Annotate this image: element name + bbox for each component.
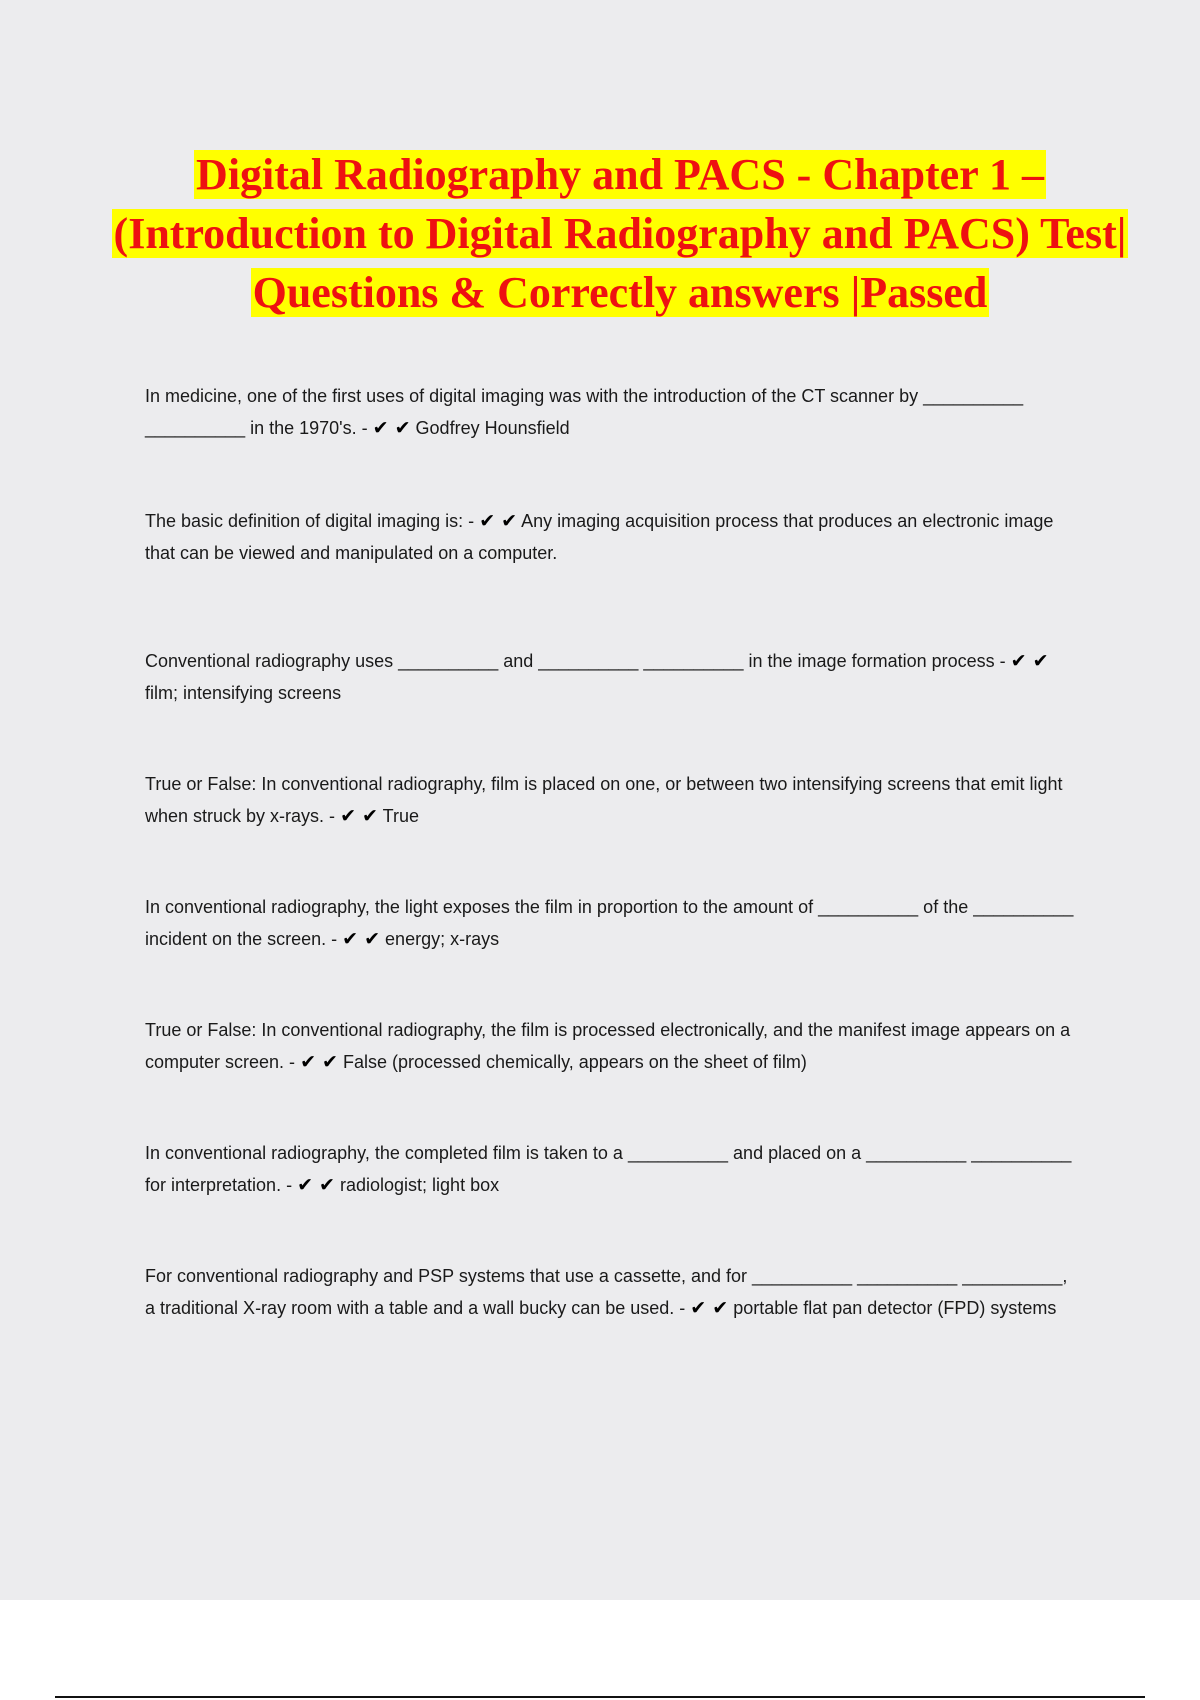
qa-item-2: [145, 505, 1080, 569]
document-title-text: Digital Radiography and PACS - Chapter 1 – (Introduction to Digital Radiography and PACS) Test| Questions & Correctly answers |Passed: [113, 150, 1127, 317]
double-check-icon: ✔ ✔: [297, 1174, 335, 1196]
answer-text: True: [382, 806, 419, 826]
document-title: [110, 145, 1130, 322]
qa-item-1: [145, 380, 1080, 444]
double-check-icon: ✔ ✔: [372, 417, 411, 439]
qa-item-7: [145, 1137, 1080, 1201]
answer-text: portable flat pan detector (FPD) systems: [733, 1298, 1057, 1318]
question-text: In conventional radiography, the completed film is taken to a __________ and placed on a __________ __________ for interpretation. -: [145, 1143, 1072, 1195]
question-text: Conventional radiography uses __________ and __________ __________ in the image formation process -: [145, 651, 1006, 671]
double-check-icon: ✔ ✔: [342, 928, 381, 950]
qa-item-4: [145, 768, 1080, 832]
question-text: In medicine, one of the first uses of digital imaging was with the introduction of the CT scanner by __________ __________ in the 1970's. -: [145, 386, 1024, 438]
qa-item-8: [145, 1260, 1080, 1324]
qa-item-6: [145, 1014, 1080, 1078]
answer-text: radiologist; light box: [340, 1175, 500, 1195]
question-text: True or False: In conventional radiography, the film is processed electronically, and the manifest image appears on a computer screen. -: [145, 1020, 1071, 1072]
double-check-icon: ✔ ✔: [690, 1297, 729, 1319]
double-check-icon: ✔ ✔: [1010, 650, 1049, 672]
question-text: The basic definition of digital imaging is: -: [145, 511, 475, 531]
qa-item-5: [145, 891, 1080, 955]
double-check-icon: ✔ ✔: [300, 1051, 338, 1073]
double-check-icon: ✔ ✔: [479, 510, 518, 532]
answer-text: energy; x-rays: [385, 929, 500, 949]
question-text: True or False: In conventional radiography, film is placed on one, or between two intensifying screens that emit light when struck by x-rays. -: [145, 774, 1063, 826]
answer-text: False (processed chemically, appears on the sheet of film): [342, 1052, 807, 1072]
answer-text: Any imaging acquisition process that produces an electronic image that can be viewed and manipulated on a computer.: [145, 511, 1054, 563]
qa-item-3: [145, 645, 1080, 709]
page-bottom-rule: [55, 1696, 1145, 1698]
answer-text: Godfrey Hounsfield: [415, 418, 570, 438]
answer-text: film; intensifying screens: [145, 683, 342, 703]
double-check-icon: ✔ ✔: [340, 805, 378, 827]
question-text: In conventional radiography, the light exposes the film in proportion to the amount of __________ of the __________ incident on the screen. -: [145, 897, 1074, 949]
question-text: For conventional radiography and PSP systems that use a cassette, and for __________ __________ __________, a traditional X-ray room with a table and a wall bucky can be used. -: [145, 1266, 1068, 1318]
